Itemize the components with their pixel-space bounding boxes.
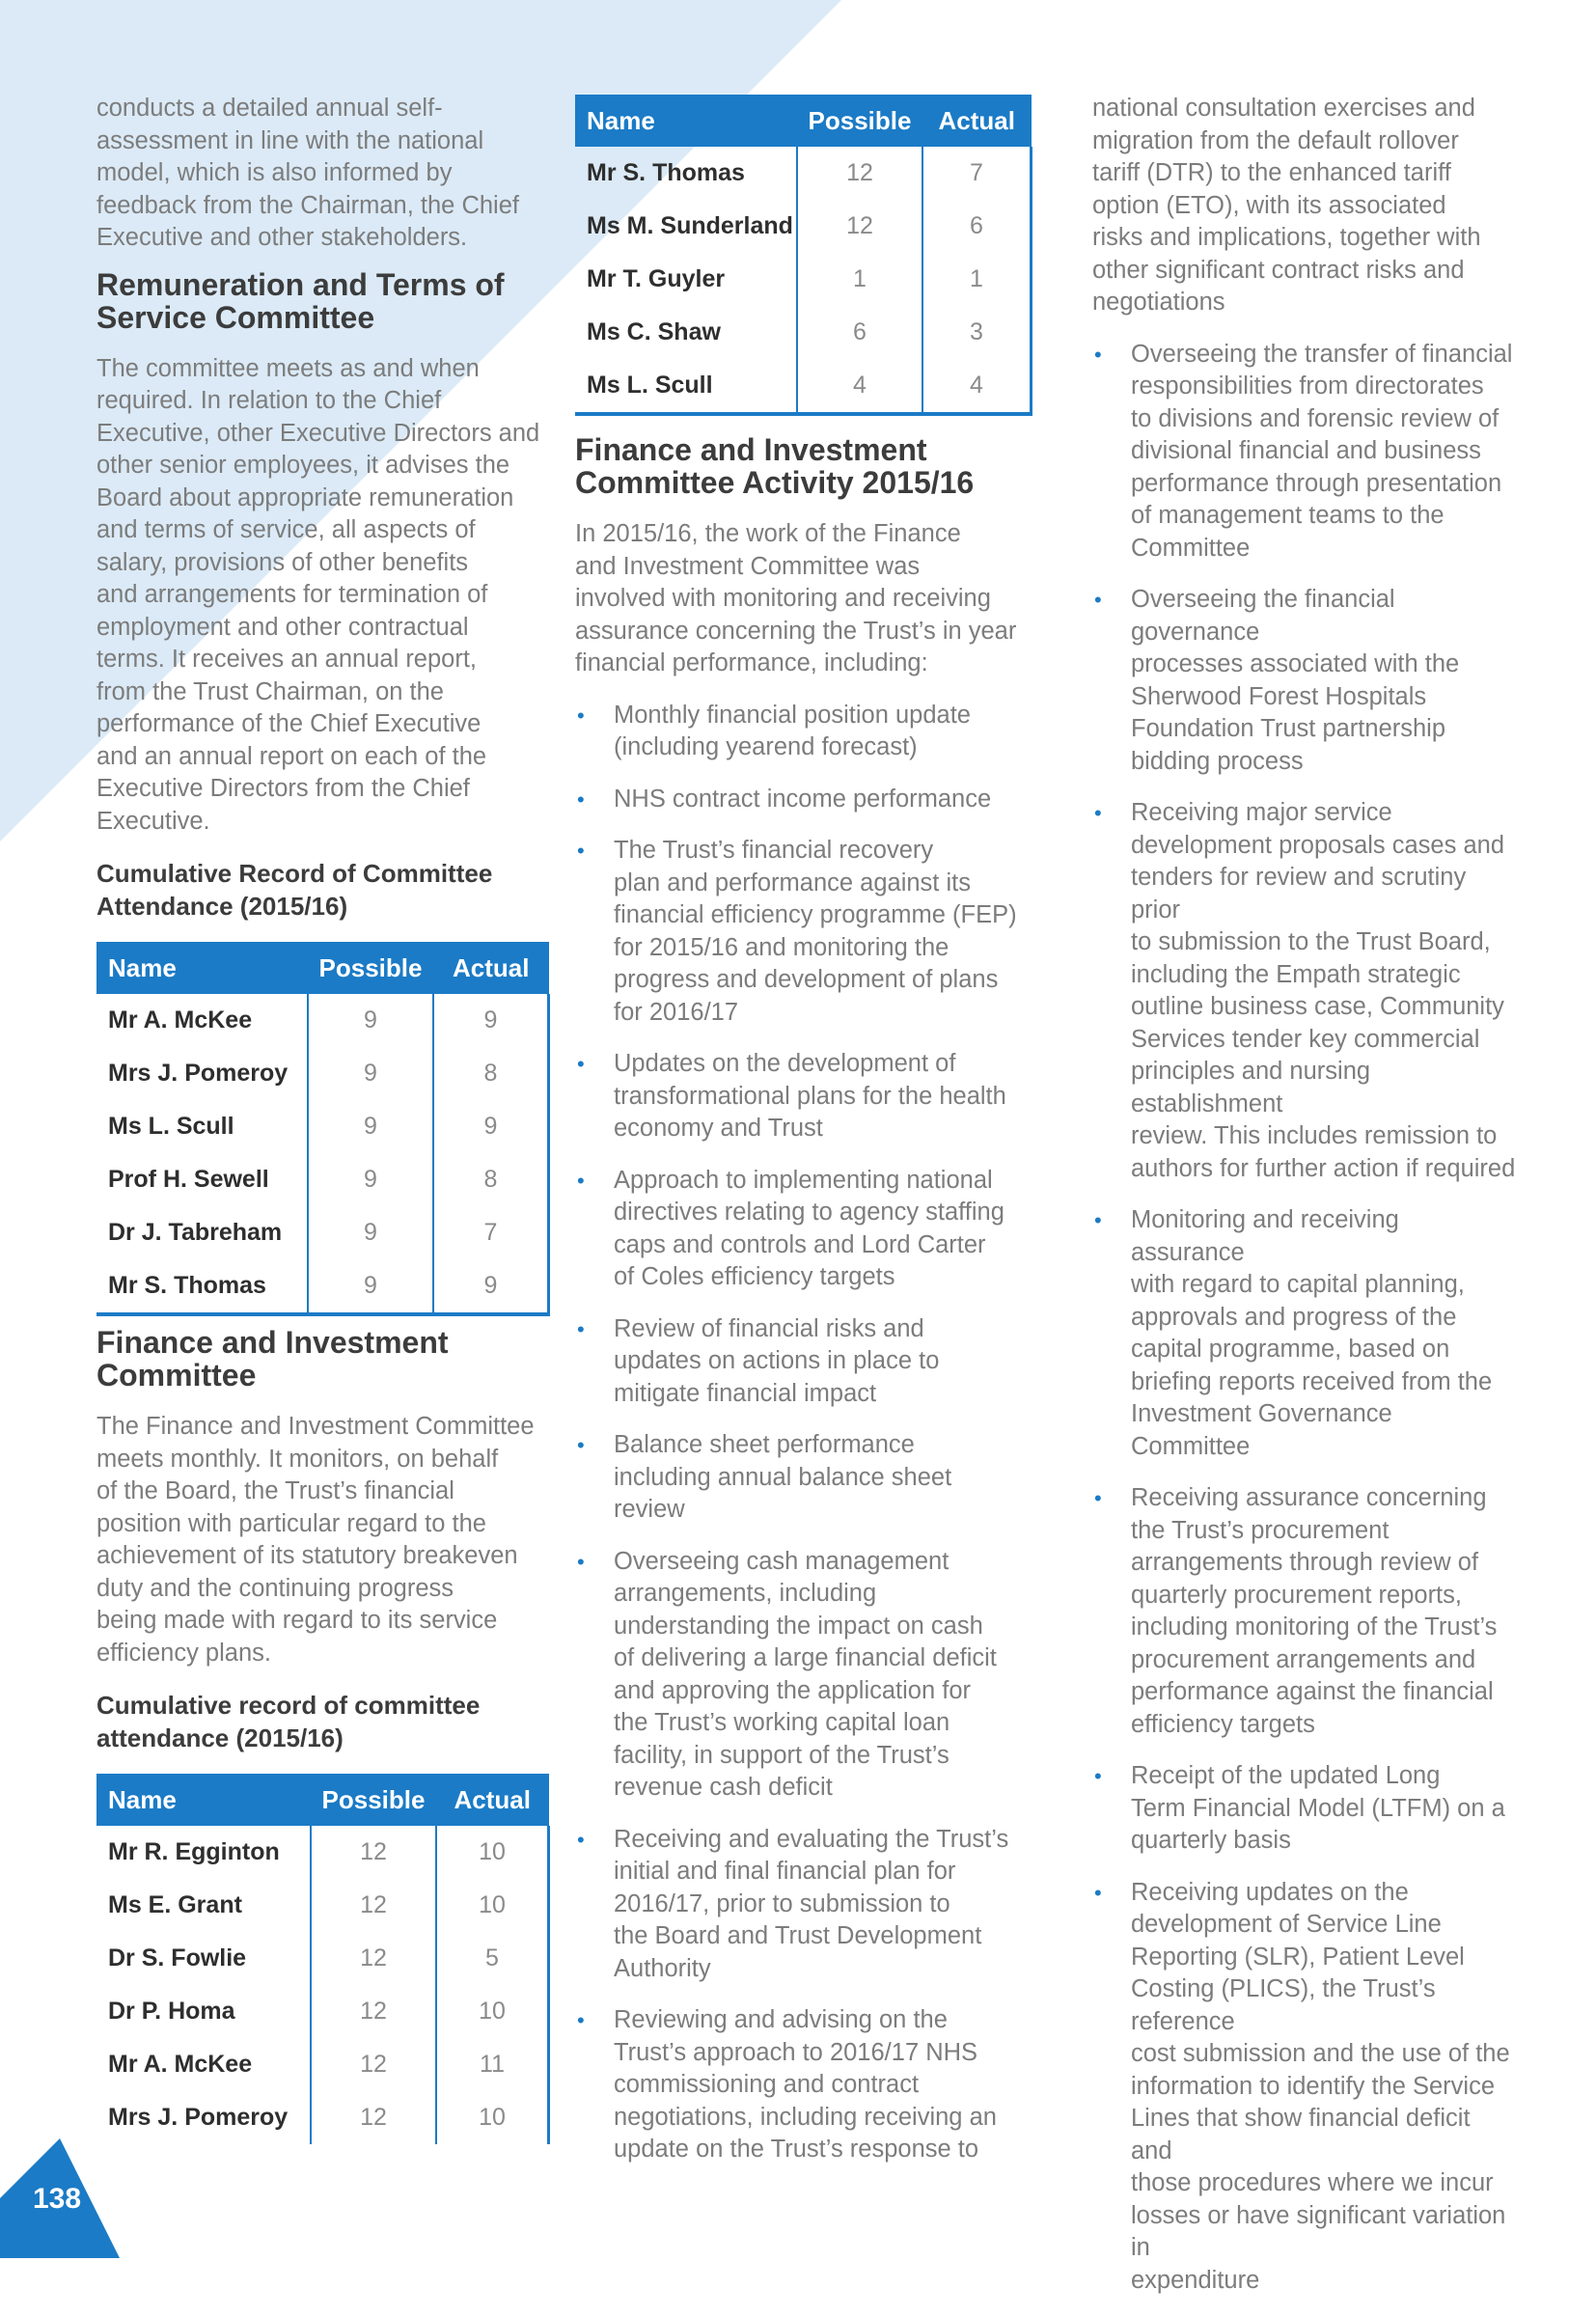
list-item-line: Monthly financial position update [614,701,971,729]
possible-count: 12 [311,2038,436,2091]
list-item-line: Authority [614,1954,711,1982]
list-item-line: development proposals cases and [1131,831,1504,859]
list-item-line: Foundation Trust partnership [1131,715,1446,742]
bullet-icon: • [577,2008,585,2032]
list-item-line: authors for further action if required [1131,1154,1516,1182]
list-item [575,1546,1032,1805]
remuneration-paragraph: The committee meets as and when required. In relation to the Chief Executive, other Executive Directors and other senior employees, it advises the Board about appropriate remuneration and terms of service, all aspects of salary, provisions of other benefits and arrangements for termination of employment and other contractual terms. It receives an annual report, from the Trust Chairman, on the performance of the Chief Executive and an annual report on each of the Executive Directors from the Chief Executive. [96,354,540,835]
attendee-name: Mrs J. Pomeroy [96,1047,308,1100]
intro-paragraph: conducts a detailed annual self- assessment in line with the national model, which is also informed by feedback from the Chairman, the Chief Executive and other stakeholders. [96,95,519,251]
list-item-line: quarterly basis [1131,1827,1291,1854]
bullet-icon: • [1094,801,1102,825]
actual-count: 10 [436,2091,549,2144]
list-item-line: review. This includes remission to [1131,1122,1498,1149]
list-item [575,700,1032,764]
list-item-line: Overseeing the transfer of financial [1131,340,1513,368]
list-item-line: including annual balance sheet [614,1463,952,1491]
list-item-line: those procedures where we incur [1131,2169,1494,2196]
column-header: Name [96,1774,311,1826]
list-item-line: transformational plans for the health [614,1082,1006,1110]
column-header: Possible [308,942,433,994]
attendee-name: Mr S. Thomas [96,1259,308,1312]
column-left [96,93,550,2144]
actual-count: 3 [922,306,1032,359]
list-item-line: for 2016/17 [614,998,739,1026]
list-item-line: Balance sheet performance [614,1431,915,1458]
list-item-line: Term Financial Model (LTFM) on a [1131,1794,1505,1822]
list-item [1092,584,1517,778]
list-item [575,1048,1032,1145]
list-item-line: Overseeing cash management [614,1547,949,1575]
list-item-line: initial and final financial plan for [614,1858,956,1885]
table-row [575,200,1032,253]
attendee-name: Ms L. Scull [575,359,797,412]
list-item-line: economy and Trust [614,1115,823,1142]
attendee-name: Mr R. Egginton [96,1826,311,1879]
column-header: Actual [433,942,549,994]
list-item-line: for 2015/16 and monitoring the [614,933,949,961]
bullet-icon: • [577,786,585,812]
actual-count: 8 [433,1153,549,1206]
attendee-name: Dr J. Tabreham [96,1206,308,1259]
table-row [96,1826,549,1879]
list-item-line: commissioning and contract [614,2071,920,2098]
list-item-line: Investment Governance Committee [1131,1400,1392,1460]
actual-count: 10 [436,1985,549,2038]
list-item-line: negotiations, including receiving an [614,2103,997,2131]
bullet-icon: • [1094,1880,1102,1905]
list-item-line: with regard to capital planning, [1131,1271,1465,1298]
bullet-icon: • [1094,1486,1102,1510]
list-item [575,1165,1032,1294]
column-middle [575,95,1032,2186]
list-item-line: Overseeing the financial governance [1131,586,1395,646]
table-row [575,253,1032,306]
remuneration-heading: Remuneration and Terms of Service Committee [96,266,505,335]
list-item-line: bidding process [1131,747,1304,775]
possible-count: 4 [797,359,922,412]
table-row [96,2038,549,2091]
finance-committee-paragraph: The Finance and Investment Committee meets monthly. It monitors, on behalf of the Board, the Trust’s financial position with particular regard to the achievement of its statutory breakeven duty and the continuing progress being made with regard to its service efficiency plans. [96,1413,535,1667]
list-item-line: divisional financial and business [1131,437,1481,464]
table-row [96,1153,549,1206]
list-item-line: losses or have significant variation in [1131,2201,1506,2261]
actual-count: 4 [922,359,1032,412]
list-item-line: the Board and Trust Development [614,1922,982,1949]
list-item-line: including monitoring of the Trust’s [1131,1613,1498,1640]
bullet-icon: • [577,839,585,863]
table-row [575,359,1032,412]
attendee-name: Prof H. Sewell [96,1153,308,1206]
table-row [96,2091,549,2144]
list-item [575,2004,1032,2166]
list-item-line: Reviewing and advising on the [614,2006,948,2033]
list-item-line: understanding the impact on cash [614,1612,983,1640]
table-row [96,1985,549,2038]
list-item-line: efficiency targets [1131,1710,1315,1738]
activity-intro: In 2015/16, the work of the Finance and Investment Committee was involved with monitoring and receiving assurance concerning the Trust’s in year financial performance, including: [575,520,1017,676]
list-item-line: review [614,1496,685,1523]
column-header: Name [96,942,308,994]
list-item-line: (including yearend forecast) [614,733,918,760]
list-item [1092,1482,1517,1741]
list-item-line: Updates on the development of [614,1050,956,1077]
list-item-line: financial efficiency programme (FEP) [614,901,1017,928]
possible-count: 1 [797,253,922,306]
actual-count: 11 [436,2038,549,2091]
actual-count: 5 [436,1932,549,1985]
list-item-line: expenditure [1131,2266,1260,2294]
list-item-line: cost submission and the use of the [1131,2040,1510,2067]
list-item [1092,797,1517,1185]
table-header-row [575,95,1032,147]
table-row [96,1879,549,1932]
actual-count: 1 [922,253,1032,306]
list-item [575,784,1032,816]
attendee-name: Mrs J. Pomeroy [96,2091,311,2144]
table-row [96,1206,549,1259]
list-item-line: performance against the financial [1131,1678,1494,1705]
actual-count: 9 [433,994,549,1047]
list-item-line: Receiving and evaluating the Trust’s [614,1825,1009,1853]
possible-count: 9 [308,1047,433,1100]
actual-count: 8 [433,1047,549,1100]
attendee-name: Ms C. Shaw [575,306,797,359]
column-right [1092,93,1517,2316]
possible-count: 12 [311,1932,436,1985]
actual-count: 10 [436,1879,549,1932]
finance-attendance-table-continued [575,95,1032,412]
list-item-line: mitigate financial impact [614,1379,877,1407]
list-item-line: Approach to implementing national [614,1166,993,1194]
list-item-line: arrangements through review of [1131,1549,1479,1576]
table-row [96,1259,549,1312]
list-item-line: procurement arrangements and [1131,1645,1476,1673]
list-item [1092,1204,1517,1463]
list-item [575,1824,1032,1986]
list-item-line: of delivering a large financial deficit [614,1644,997,1671]
list-item-line: Receipt of the updated Long [1131,1762,1441,1789]
remuneration-attendance-table [96,942,550,1312]
possible-count: 12 [797,147,922,200]
list-item-line: update on the Trust’s response to [614,2136,979,2163]
actual-count: 10 [436,1826,549,1879]
list-item-line: Receiving major service [1131,799,1392,826]
possible-count: 9 [308,1259,433,1312]
list-item-line: the Trust’s working capital loan [614,1709,950,1736]
bullet-icon: • [577,1316,585,1341]
attendee-name: Ms L. Scull [96,1100,308,1153]
attendee-name: Mr A. McKee [96,2038,311,2091]
list-item-line: quarterly procurement reports, [1131,1581,1462,1609]
list-item-line: updates on actions in place to [614,1347,940,1374]
activity-heading: Finance and Investment Committee Activity 2015/16 [575,432,975,500]
table-row [575,306,1032,359]
list-item-line: tenders for review and scrutiny prior [1131,864,1467,924]
column-header: Actual [922,95,1032,147]
list-item-line: Monitoring and receiving assurance [1131,1206,1399,1266]
list-item-line: directives relating to agency staffing [614,1199,1004,1226]
list-item [575,835,1032,1029]
list-item-line: the Trust’s procurement [1131,1516,1390,1544]
list-item-line: principles and nursing establishment [1131,1058,1371,1117]
attendee-name: Ms M. Sunderland [575,200,797,253]
table-header-row [96,942,549,994]
bullet-icon: • [1094,1208,1102,1232]
bullet-icon: • [1094,588,1102,612]
list-item-line: plan and performance against its [614,868,971,896]
list-item-line: Receiving assurance concerning [1131,1484,1487,1511]
bullet-icon: • [577,1827,585,1852]
actual-count: 9 [433,1259,549,1312]
list-item-line: Committee [1131,534,1251,562]
attendee-name: Mr S. Thomas [575,147,797,200]
possible-count: 9 [308,1153,433,1206]
list-item-line: The Trust’s financial recovery [614,837,934,864]
list-item-line: progress and development of plans [614,966,999,993]
list-item-line: information to identify the Service [1131,2072,1496,2100]
activity-bullet-list-continued [1092,339,1517,2298]
table1-caption: Cumulative Record of Committee Attendance (2015/16) [96,859,493,921]
list-item-line: Costing (PLICS), the Trust’s reference [1131,1975,1436,2035]
possible-count: 12 [311,2091,436,2144]
bullet-icon: • [1094,342,1102,367]
page-number: 138 [33,2183,82,2215]
finance-attendance-table [96,1774,550,2144]
list-item-line: to submission to the Trust Board, [1131,928,1491,955]
list-item-line: of Coles efficiency targets [614,1263,895,1290]
list-item-line: to divisions and forensic review of [1131,404,1500,432]
attendee-name: Dr S. Fowlie [96,1932,311,1985]
list-item-line: 2016/17, prior to submission to [614,1889,950,1917]
column-header: Actual [436,1774,549,1826]
bullet-icon: • [1094,1764,1102,1788]
possible-count: 9 [308,1206,433,1259]
possible-count: 12 [311,1985,436,2038]
list-item-line: Reporting (SLR), Patient Level [1131,1943,1465,1971]
possible-count: 12 [797,200,922,253]
list-item-line: Review of financial risks and [614,1314,924,1342]
list-item [575,1429,1032,1527]
list-item-line: facility, in support of the Trust’s [614,1741,949,1769]
attendee-name: Ms E. Grant [96,1879,311,1932]
continued-bullet-text: national consultation exercises and migration from the default rollover tariff (DTR) to the enhanced tariff option (ETO), with its associated risks and implications, together with other significant contract risks and negotiations [1092,95,1481,316]
list-item [1092,339,1517,565]
table-row [96,994,549,1047]
list-item-line: NHS contract income performance [614,785,992,813]
list-item-line: including the Empath strategic [1131,960,1461,988]
list-item-line: briefing reports received from the [1131,1367,1493,1395]
bullet-icon: • [577,703,585,728]
list-item-line: Services tender key commercial [1131,1025,1480,1053]
list-item-line: caps and controls and Lord Carter [614,1230,986,1258]
possible-count: 12 [311,1826,436,1879]
list-item-line: approvals and progress of the [1131,1303,1457,1331]
list-item-line: responsibilities from directorates [1131,372,1484,400]
table-row [96,1100,549,1153]
activity-bullet-list [575,700,1032,2166]
finance-committee-heading: Finance and Investment Committee [96,1325,449,1392]
list-item-line: performance through presentation [1131,469,1502,497]
possible-count: 12 [311,1879,436,1932]
attendee-name: Mr T. Guyler [575,253,797,306]
list-item [575,1313,1032,1411]
list-item-line: processes associated with the [1131,650,1460,677]
list-item-line: Lines that show financial deficit and [1131,2105,1471,2164]
column-header: Possible [311,1774,436,1826]
bullet-icon: • [577,1168,585,1193]
table-row [96,1932,549,1985]
bullet-icon: • [577,1052,585,1076]
list-item [1092,1877,1517,2298]
attendee-name: Mr A. McKee [96,994,308,1047]
list-item-line: of management teams to the [1131,502,1445,529]
possible-count: 9 [308,994,433,1047]
column-header: Name [575,95,797,147]
list-item-line: arrangements, including [614,1580,877,1607]
possible-count: 6 [797,306,922,359]
list-item-line: and approving the application for [614,1676,972,1704]
actual-count: 7 [922,147,1032,200]
column-header: Possible [797,95,922,147]
table2-caption: Cumulative record of committee attendance (2015/16) [96,1691,481,1752]
bullet-icon: • [577,1433,585,1457]
table-header-row [96,1774,549,1826]
actual-count: 9 [433,1100,549,1153]
possible-count: 9 [308,1100,433,1153]
list-item-line: capital programme, based on [1131,1336,1450,1363]
list-item-line: Sherwood Forest Hospitals [1131,682,1427,710]
attendee-name: Dr P. Homa [96,1985,311,2038]
list-item [1092,1760,1517,1858]
list-item-line: outline business case, Community [1131,993,1504,1020]
table-row [96,1047,549,1100]
bullet-icon: • [577,1549,585,1574]
actual-count: 7 [433,1206,549,1259]
actual-count: 6 [922,200,1032,253]
list-item-line: Trust’s approach to 2016/17 NHS [614,2038,978,2066]
list-item-line: development of Service Line [1131,1911,1442,1938]
table-row [575,147,1032,200]
list-item-line: revenue cash deficit [614,1774,833,1801]
list-item-line: Receiving updates on the [1131,1878,1409,1906]
